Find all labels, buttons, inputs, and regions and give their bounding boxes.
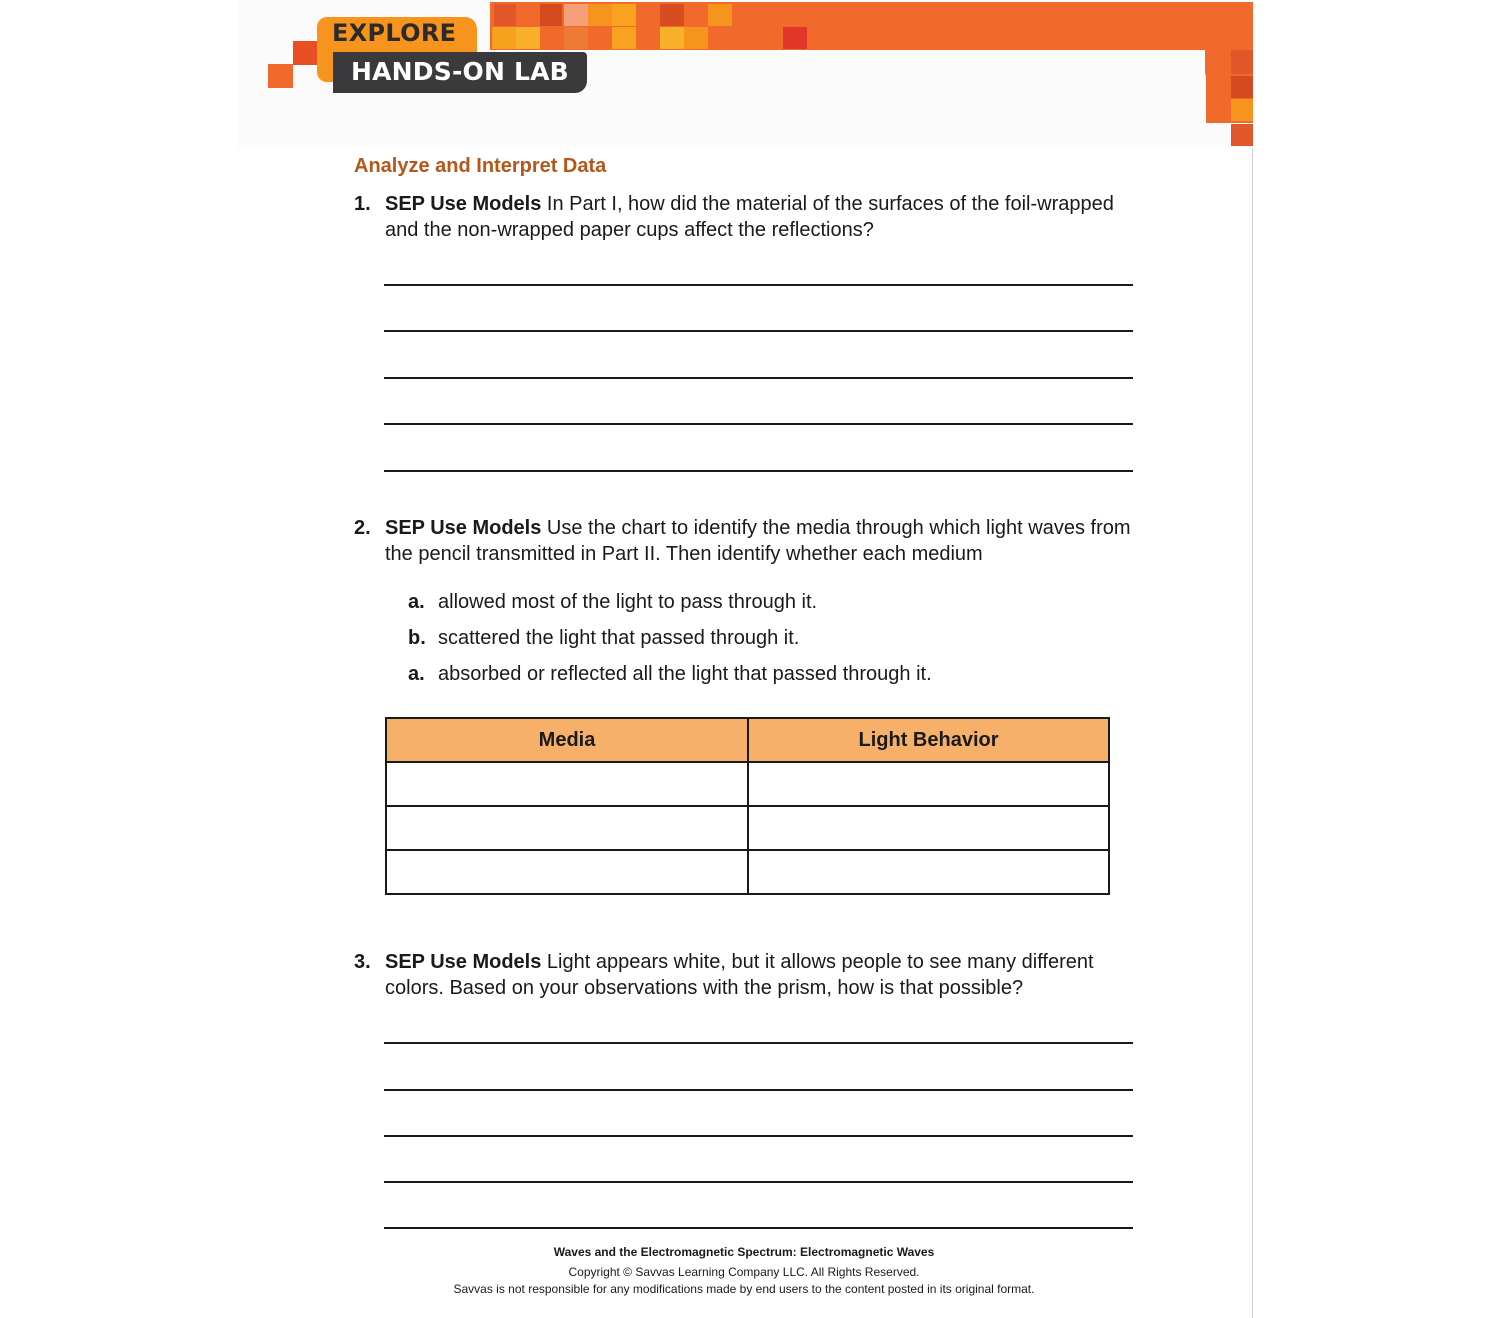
question-number: 3. — [354, 951, 371, 973]
answer-line[interactable] — [384, 284, 1133, 286]
pixel-square — [612, 4, 636, 26]
footer-note: Savvas is not responsible for any modifications made by end users to the content posted in its original format. — [453, 1282, 1035, 1296]
hands-on-lab-label: HANDS-ON LAB — [351, 57, 569, 86]
table-cell-media[interactable] — [386, 806, 748, 850]
pixel-square — [684, 27, 708, 49]
pixel-square — [516, 27, 540, 49]
pixel-square — [1231, 124, 1253, 146]
question-number: 2. — [354, 517, 371, 539]
question-text: Use the chart to identify the media through which light waves from the pencil transmitted in Part II. Then identify whether each medium — [385, 517, 1131, 565]
pixel-square — [588, 4, 612, 26]
explore-label: EXPLORE — [332, 19, 457, 47]
table-cell-light-behavior[interactable] — [748, 850, 1109, 894]
question-text: Light appears white, but it allows people to see many different colors. Based on your observations with the prism, how is that possible? — [385, 951, 1094, 999]
footer-copyright: Copyright © Savvas Learning Company LLC. All Rights Reserved. — [568, 1265, 920, 1279]
question-body — [385, 515, 1144, 567]
header-curve — [480, 50, 1206, 148]
pixel-square — [1231, 99, 1253, 121]
sub-item-b — [408, 625, 799, 651]
pixel-square — [540, 4, 562, 26]
section-heading: Analyze and Interpret Data — [354, 155, 607, 177]
sub-item-c — [408, 661, 932, 687]
table-cell-light-behavior[interactable] — [748, 806, 1109, 850]
table-cell-media[interactable] — [386, 762, 748, 806]
pixel-square — [1231, 76, 1253, 98]
table-cell-media[interactable] — [386, 850, 748, 894]
question-2 — [354, 515, 1144, 567]
question-3 — [354, 949, 1144, 1001]
table-row — [386, 806, 1109, 850]
question-number: 1. — [354, 193, 371, 215]
answer-line[interactable] — [384, 1227, 1133, 1229]
question-tag: SEP Use Models — [385, 517, 542, 539]
sub-item-a — [408, 589, 817, 615]
table-cell-light-behavior[interactable] — [748, 762, 1109, 806]
table-header-row — [386, 718, 1109, 762]
answer-line[interactable] — [384, 470, 1133, 472]
question-text: In Part I, how did the material of the surfaces of the foil-wrapped and the non-wrapped paper cups affect the reflections? — [385, 193, 1114, 241]
table-header-media: Media — [386, 718, 748, 762]
media-light-table — [385, 717, 1110, 895]
pixel-square — [708, 4, 732, 26]
table-header-light-behavior: Light Behavior — [748, 718, 1109, 762]
pixel-square — [1231, 50, 1253, 74]
answer-line[interactable] — [384, 1181, 1133, 1183]
footer-title: Waves and the Electromagnetic Spectrum: Electromagnetic Waves — [553, 1245, 935, 1259]
pixel-square — [612, 27, 636, 49]
answer-line[interactable] — [384, 1089, 1133, 1091]
question-body — [385, 191, 1144, 243]
question-body — [385, 949, 1144, 1001]
pixel-square — [783, 27, 807, 49]
question-tag: SEP Use Models — [385, 193, 542, 215]
question-1 — [354, 191, 1144, 243]
answer-line[interactable] — [384, 1135, 1133, 1137]
sub-item-text: scattered the light that passed through it. — [438, 627, 800, 649]
sub-item-letter: b. — [408, 627, 426, 649]
pixel-square — [492, 27, 516, 49]
pixel-square — [660, 27, 684, 49]
sub-item-letter: a. — [408, 663, 425, 685]
pixel-square — [564, 27, 588, 49]
page-edge — [1252, 0, 1253, 1318]
sub-item-text: allowed most of the light to pass through it. — [438, 591, 818, 613]
explore-tab-corner — [317, 52, 333, 82]
question-tag: SEP Use Models — [385, 951, 542, 973]
answer-line[interactable] — [384, 1042, 1133, 1044]
pixel-square — [293, 41, 317, 65]
pixel-square — [494, 4, 516, 26]
answer-line[interactable] — [384, 423, 1133, 425]
table-row — [386, 762, 1109, 806]
pixel-square — [268, 64, 293, 88]
pixel-square — [660, 4, 684, 26]
table-row — [386, 850, 1109, 894]
answer-line[interactable] — [384, 377, 1133, 379]
pixel-square — [564, 4, 588, 26]
answer-line[interactable] — [384, 330, 1133, 332]
sub-item-text: absorbed or reflected all the light that passed through it. — [438, 663, 932, 685]
sub-item-letter: a. — [408, 591, 425, 613]
